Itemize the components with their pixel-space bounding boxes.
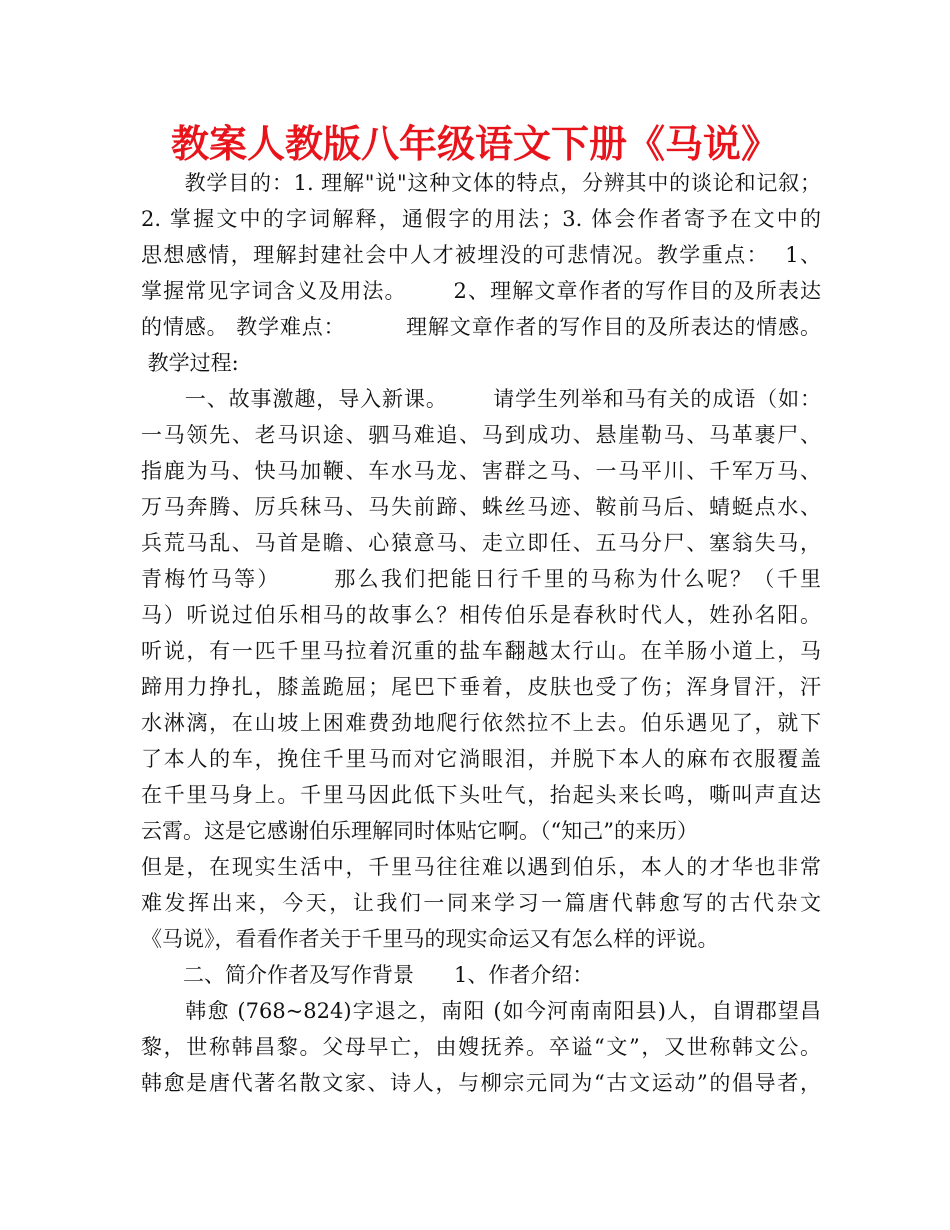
body-line: 的情感。 教学难点： 理解文章作者的写作目的及所表达的情感。 <box>141 315 821 339</box>
body-line: 难发挥出来，今天，让我们一同来学习一篇唐代韩愈写的古代杂文 <box>141 891 821 915</box>
body-line: 韩愈 (768~824)字退之，南阳 (如今河南南阳县)人，自谓郡望昌 <box>141 999 821 1023</box>
body-line: 一、故事激趣，导入新课。 请学生列举和马有关的成语（如： <box>141 387 821 411</box>
body-line: 《马说》，看看作者关于千里马的现实命运又有怎么样的评说。 <box>141 927 719 951</box>
body-line: 万马奔腾、厉兵秣马、马失前蹄、蛛丝马迹、鞍前马后、蜻蜓点水、 <box>141 495 821 519</box>
body-line: 了本人的车，挽住千里马而对它淌眼泪，并脱下本人的麻布衣服覆盖 <box>141 747 821 771</box>
body-line: 掌握常见字词含义及用法。 2、理解文章作者的写作目的及所表达 <box>141 279 821 303</box>
body-line: 教学目的：1. 理解"说"这种文体的特点，分辨其中的谈论和记叙； <box>141 171 821 195</box>
body-line: 马）听说过伯乐相马的故事么？相传伯乐是春秋时代人，姓孙名阳。 <box>141 603 821 627</box>
body-line: 听说，有一匹千里马拉着沉重的盐车翻越太行山。在羊肠小道上，马 <box>141 639 821 663</box>
body-line: 青梅竹马等） 那么我们把能日行千里的马称为什么呢？（千里 <box>141 567 821 591</box>
body-line: 但是，在现实生活中，千里马往往难以遇到伯乐，本人的才华也非常 <box>141 855 821 879</box>
body-line: 2. 掌握文中的字词解释，通假字的用法；3. 体会作者寄予在文中的 <box>141 207 821 231</box>
body-line: 一马领先、老马识途、驷马难追、马到成功、悬崖勒马、马革裹尸、 <box>141 423 821 447</box>
body-line: 指鹿为马、快马加鞭、车水马龙、害群之马、一马平川、千军万马、 <box>141 459 821 483</box>
body-line: 二、简介作者及写作背景 1、作者介绍： <box>141 963 594 987</box>
body-line: 蹄用力挣扎，膝盖跪屈；尾巴下垂着，皮肤也受了伤；浑身冒汗，汗 <box>141 675 821 699</box>
body-line: 在千里马身上。千里马因此低下头吐气，抬起头来长鸣，嘶叫声直达 <box>141 783 821 807</box>
body-line: 思想感情，理解封建社会中人才被埋没的可悲情况。教学重点： 1、 <box>141 243 821 267</box>
body-line: 韩愈是唐代著名散文家、诗人，与柳宗元同为“古文运动”的倡导者， <box>141 1071 821 1095</box>
body-line: 水淋漓，在山坡上困难费劲地爬行依然拉不上去。伯乐遇见了，就下 <box>141 711 821 735</box>
body-line: 兵荒马乱、马首是瞻、心猿意马、走立即任、五马分尸、塞翁失马， <box>141 531 821 555</box>
body-line: 云霄。这是它感谢伯乐理解同时体贴它啊。（“知己”的来历） <box>141 819 698 843</box>
body-line: 教学过程: <box>141 351 239 375</box>
document-title: 教案人教版八年级语文下册《马说》 <box>170 122 779 166</box>
body-line: 黎，世称韩昌黎。父母早亡，由嫂抚养。卒谥“文”，又世称韩文公。 <box>141 1035 821 1059</box>
